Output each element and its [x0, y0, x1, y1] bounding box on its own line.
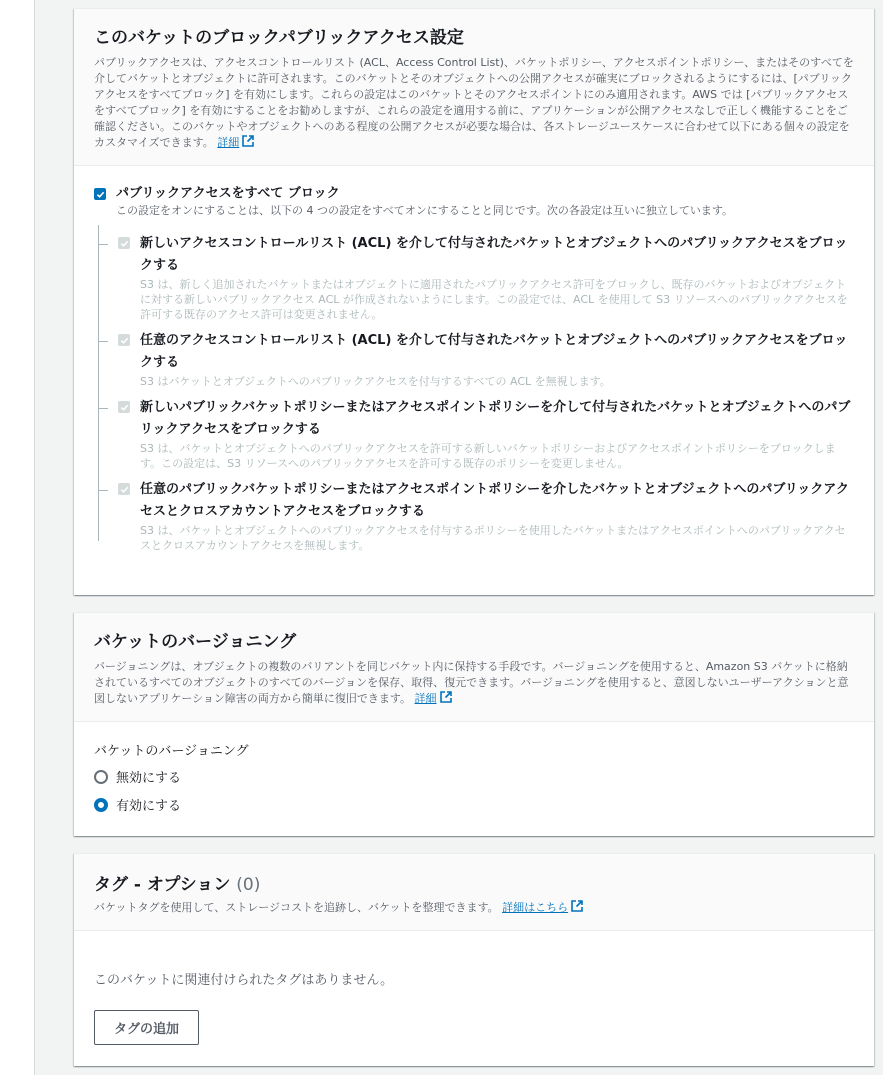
checkmark-icon [96, 190, 105, 199]
option-checkbox[interactable] [118, 401, 130, 413]
block-public-access-learn-more-link[interactable] [217, 136, 254, 149]
public-access-option [98, 233, 854, 322]
option-description: S3 は、バケットとオブジェクトへのパブリックアクセスを許可する新しいバケットポリシーおよびアクセスポイントポリシーをブロックします。この設定は、S3 リソースへのパブリックアクセスを許可する既存のポリシーを変更しません。 [140, 442, 836, 470]
tags-count: (0) [236, 875, 261, 895]
option-label: 新しいアクセスコントロールリスト (ACL) を介して付与されたバケットとオブジェクトへのパブリックアクセスをブロックする [140, 236, 848, 273]
public-access-option [98, 330, 854, 389]
external-link-icon [242, 135, 254, 147]
bucket-versioning-field-label: バケットのバージョニング [94, 744, 249, 759]
tags-description [94, 900, 854, 916]
versioning-disable-radio[interactable] [94, 770, 108, 784]
tags-learn-more-link[interactable] [502, 901, 583, 914]
option-description: S3 は、バケットとオブジェクトへのパブリックアクセスを付与するポリシーを使用したバケットまたはアクセスポイントへのパブリックアクセスとクロスアカウントアクセスを無視します。 [140, 524, 846, 552]
bucket-versioning-header [74, 613, 874, 722]
versioning-enable-option[interactable] [94, 795, 854, 814]
bucket-versioning-panel [74, 612, 874, 836]
learn-more-label: 詳細 [414, 692, 437, 705]
option-description: S3 はバケットとオブジェクトへのパブリックアクセスを付与するすべての ACL を無視します。 [140, 375, 611, 388]
tags-panel [74, 853, 874, 1066]
bucket-versioning-description [94, 659, 854, 707]
option-checkbox[interactable] [118, 483, 130, 495]
tags-title-text: タグ - オプション [94, 875, 231, 895]
option-checkbox[interactable] [118, 334, 130, 346]
versioning-enable-label: 有効にする [116, 799, 182, 814]
learn-more-label: 詳細はこちら [502, 901, 569, 914]
option-label: 新しいパブリックバケットポリシーまたはアクセスポイントポリシーを介して付与されたバケットとオブジェクトへのパブリックアクセスをブロックする [140, 400, 851, 437]
tags-title [94, 874, 854, 896]
public-access-option [98, 397, 854, 471]
public-access-option [98, 479, 854, 553]
bucket-versioning-description-text: バージョニングは、オブジェクトの複数のバリアントを同じバケット内に保持する手段です。バージョニングを使用すると、Amazon S3 バケットに格納されているすべてのオブジェクトのすべてのバージョンを保存、取得、復元できます。バージョニングを使用すると、意図しないユーザーアクションと意図しないアプリケーション障害の両方から簡単に復旧できます。 [94, 660, 849, 705]
tree-branch [98, 408, 108, 409]
option-checkbox[interactable] [118, 237, 130, 249]
public-access-options-tree [98, 233, 854, 553]
external-link-icon [440, 691, 452, 703]
block-public-access-title: このバケットのブロックパブリックアクセス設定 [94, 28, 464, 48]
tree-branch [98, 490, 108, 491]
tags-body [74, 931, 874, 1061]
checkmark-icon [120, 403, 129, 412]
block-all-public-access-description: この設定をオンにすることは、以下の 4 つの設定をすべてオンにすることと同じです。次の各設定は互いに独立しています。 [116, 204, 734, 217]
checkmark-icon [120, 485, 129, 494]
checkmark-icon [120, 239, 129, 248]
block-all-public-access-checkbox[interactable] [94, 188, 106, 200]
block-all-public-access-label: パブリックアクセスをすべて ブロック [116, 186, 340, 201]
option-description: S3 は、新しく追加されたバケットまたはオブジェクトに適用されたパブリックアクセス許可をブロックし、既存のバケットおよびオブジェクトに対する新しいパブリックアクセス ACL が作成されないようにします。この設定では、ACL を使用して S3 リソースへのパブリックアクセスを許可する既存のアクセス許可は変更されません。 [140, 278, 848, 321]
left-navigation-rail [0, 0, 35, 1075]
bucket-versioning-title: バケットのバージョニング [94, 632, 297, 652]
option-label: 任意のアクセスコントロールリスト (ACL) を介して付与されたバケットとオブジェクトへのパブリックアクセスをブロックする [140, 333, 848, 370]
block-public-access-body [74, 166, 874, 577]
add-tag-button[interactable]: タグの追加 [94, 1010, 199, 1045]
block-public-access-description [94, 55, 854, 151]
option-label: 任意のパブリックバケットポリシーまたはアクセスポイントポリシーを介したバケットとオブジェクトへのパブリックアクセスとクロスアカウントアクセスをブロックする [140, 482, 849, 519]
tags-header [74, 854, 874, 931]
checkmark-icon [120, 336, 129, 345]
bucket-versioning-learn-more-link[interactable] [415, 692, 452, 705]
versioning-enable-radio[interactable] [94, 798, 108, 812]
block-public-access-description-text: パブリックアクセスは、アクセスコントロールリスト (ACL、Access Control List)、バケットポリシー、アクセスポイントポリシー、またはそのすべてを介してバケットとオブジェクトに許可されます。このバケットとそのオブジェクトへの公開アクセスが確実にブロックされるようにするには、[パブリックアクセスをすべてブロック] を有効にします。これらの設定はこのバケットとそのアクセスポイントにのみ適用されます。AWS では [パブリックアクセスをすべてブロック] を有効にすることをお勧めしますが、これらの設定を適用する前に、アプリケーションが公開アクセスなしで正しく機能することをご確認ください。このバケットやオブジェクトへのある程度の公開アクセスが必要な場合は、各ストレージユースケースに合わせて以下にある個々の設定をカスタマイズできます。 [94, 56, 854, 149]
bucket-versioning-body [74, 722, 874, 839]
block-public-access-panel [74, 8, 874, 595]
tags-empty-message: このバケットに関連付けられたタグはありません。 [94, 973, 394, 988]
block-all-public-access-row[interactable] [94, 184, 854, 203]
tree-branch [98, 244, 108, 245]
versioning-disable-option[interactable] [94, 767, 854, 786]
external-link-icon [571, 900, 583, 912]
tags-description-text: バケットタグを使用して、ストレージコストを追跡し、バケットを整理できます。 [94, 901, 499, 914]
block-public-access-header [74, 9, 874, 166]
tree-branch [98, 341, 108, 342]
learn-more-label: 詳細 [217, 136, 240, 149]
versioning-disable-label: 無効にする [116, 771, 182, 786]
